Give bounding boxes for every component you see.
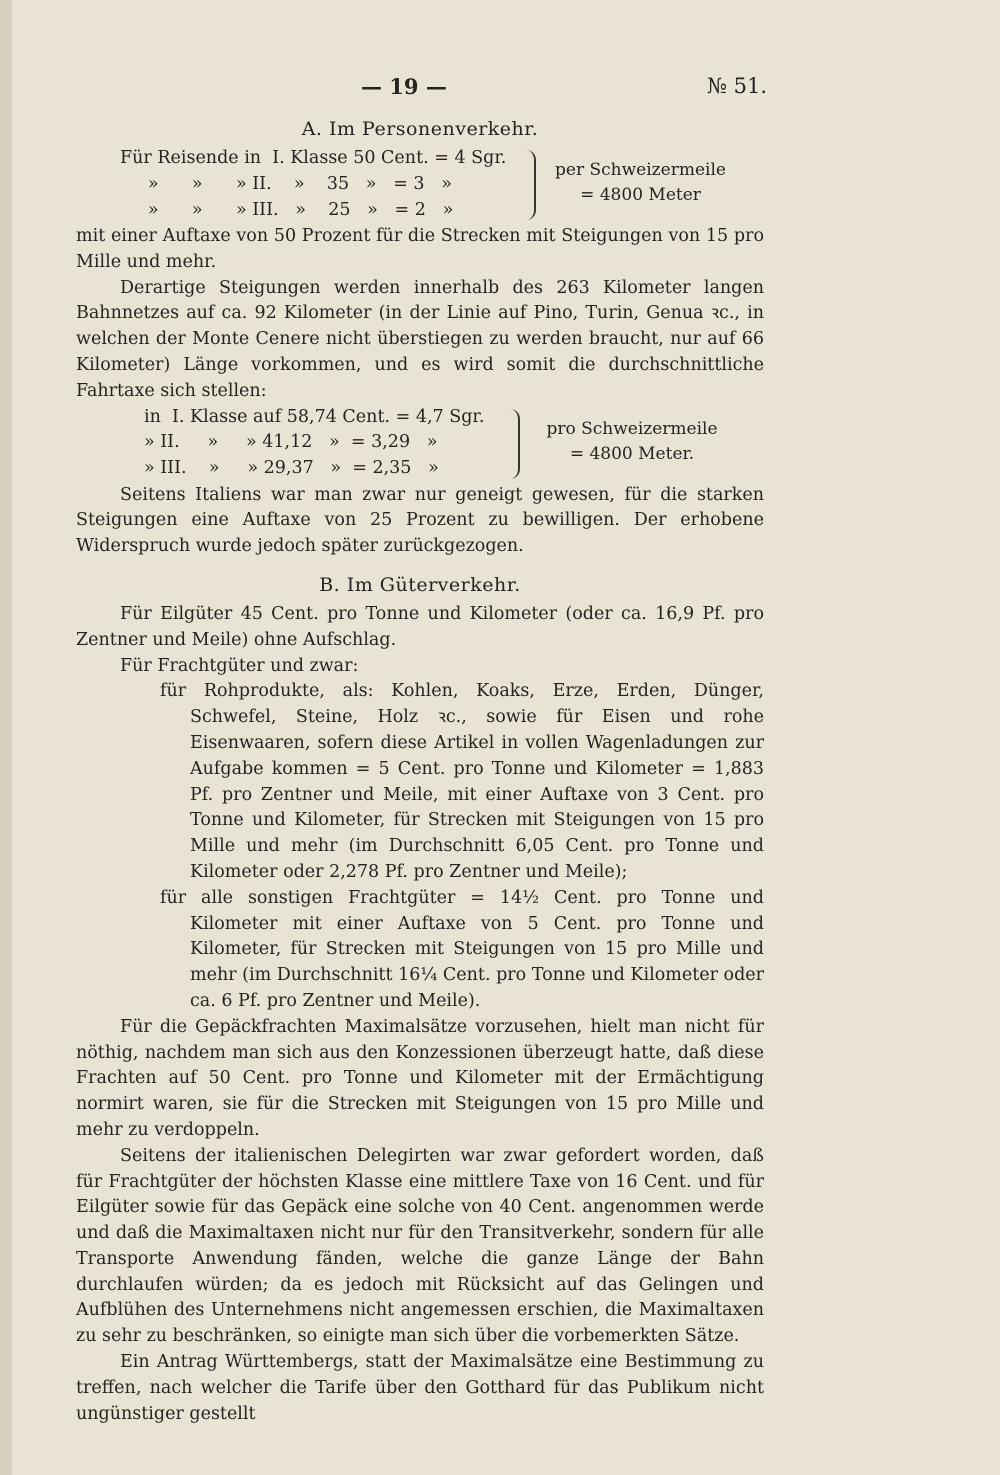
fare-row-3: » » » III. » 25 » = 2 »: [120, 199, 454, 220]
avg-unit: pro Schweizermeile = 4800 Meter.: [546, 418, 718, 464]
paragraph-eilgueter: Für Eilgüter 45 Cent. pro Tonne und Kilometer (oder ca. 16,9 Pf. pro Zentner und Meile) ohne Aufschlag.: [76, 603, 764, 650]
average-fare-table: [76, 405, 764, 483]
fare-unit: per Schweizermeile = 4800 Meter: [555, 160, 726, 205]
list-item-sonstige: für alle sonstigen Frachtgüter = 14½ Cent. pro Tonne und Kilometer mit einer Auftaxe von 5 Cent. pro Tonne und Kilometer, für Strecken mit Steigungen von 15 pro Mille und mehr (im Durchschnitt 16¼ Cent. pro Tonne und Kilometer oder ca. 6 Pf. pro Zentner und Meile).: [160, 887, 764, 1011]
section-a-heading: A. Im Personenverkehr.: [301, 118, 539, 140]
paragraph-delegirten: Seitens der italienischen Delegirten war zwar gefordert worden, daß für Frachtgüter der höchsten Klasse eine mittlere Taxe von 16 Cent. und für Eilgüter sowie für das Gepäck eine solche von 40 Cent. angenommen werde und daß die Maximaltaxen nicht nur für den Transitverkehr, sondern für alle Transporte Anwendung fänden, welche die ganze Länge der Bahn durchlaufen würden; da es jedoch mit Rücksicht auf das Gelingen und Aufblühen des Unternehmens nicht angemessen erschien, die Maximaltaxen zu sehr zu beschränken, so einigte man sich über die vorbemerkten Sätze.: [76, 1145, 764, 1347]
paragraph-auftaxe: mit einer Auftaxe von 50 Prozent für die Strecken mit Steigungen von 15 pro Mille und mehr.: [76, 226, 764, 272]
avg-row-3: » III. » » 29,37 » = 2,35 »: [144, 458, 439, 479]
avg-row-2: » II. » » 41,12 » = 3,29 »: [144, 432, 438, 453]
avg-brace: [508, 409, 520, 479]
section-b-heading: B. Im Güterverkehr.: [319, 573, 521, 596]
paragraph-frachtgueter: Für Frachtgüter und zwar:: [120, 655, 359, 676]
fare-row-2: » » » II. » 35 » = 3 »: [120, 173, 452, 194]
list-item-rohprodukte: für Rohprodukte, als: Kohlen, Koaks, Erze, Erden, Dünger, Schwefel, Steine, Holz ꝛc., sowie für Eisen und rohe Eisenwaaren, sofern diese Artikel in vollen Wagenladungen zur Aufgabe kommen = 5 Cent. pro Tonne und Kilometer = 1,883 Pf. pro Zentner und Meile, mit einer Auftaxe von 3 Cent. pro Tonne und Kilometer, für Strecken mit Steigungen von 15 pro Mille und mehr (im Durchschnitt 6,05 Cent. pro Tonne und Kilometer oder 2,278 Pf. pro Zentner und Meile);: [160, 681, 764, 882]
paragraph-italien: Seitens Italiens war man zwar nur geneigt gewesen, für die starken Steigungen eine Auftaxe von 25 Prozent zu bewilligen. Der erhobene Widerspruch wurde jedoch später zurückgezogen.: [76, 484, 764, 557]
page-header: [76, 74, 767, 114]
fare-row-1: Für Reisende in I. Klasse 50 Cent. = 4 Sgr.: [120, 148, 507, 168]
paragraph-antrag: Ein Antrag Württembergs, statt der Maximalsätze eine Bestimmung zu treffen, nach welcher die Tarife über den Gotthard für das Publikum nicht ungünstiger gestellt: [76, 1352, 764, 1424]
fare-brace: [524, 150, 536, 220]
passenger-fare-table: [76, 146, 764, 224]
paragraph-gepaeck: Für die Gepäckfrachten Maximalsätze vorzusehen, hielt man nicht für nöthig, nachdem man sich aus den Konzessionen überzeugt hatte, daß diese Frachten auf 50 Cent. pro Tonne und Kilometer mit der Ermächtigung normirt waren, sie für die Strecken mit Steigungen von 15 pro Mille und mehr zu verdoppeln.: [76, 1016, 764, 1140]
avg-row-1: in I. Klasse auf 58,74 Cent. = 4,7 Sgr.: [144, 406, 485, 427]
page-number: — 19 —: [361, 74, 447, 99]
scan-edge: [0, 0, 12, 1475]
issue-number: № 51.: [707, 74, 767, 98]
paragraph-steigungen: Derartige Steigungen werden innerhalb des 263 Kilometer langen Bahnnetzes auf ca. 92 Kilometer (in der Linie auf Pino, Turin, Genua ꝛc., in welchen der Monte Cenere nicht überstiegen zu werden braucht, nur auf 66 Kilometer) Länge vorkommen, und es wird somit die durchschnittliche Fahrtaxe sich stellen:: [76, 277, 764, 401]
